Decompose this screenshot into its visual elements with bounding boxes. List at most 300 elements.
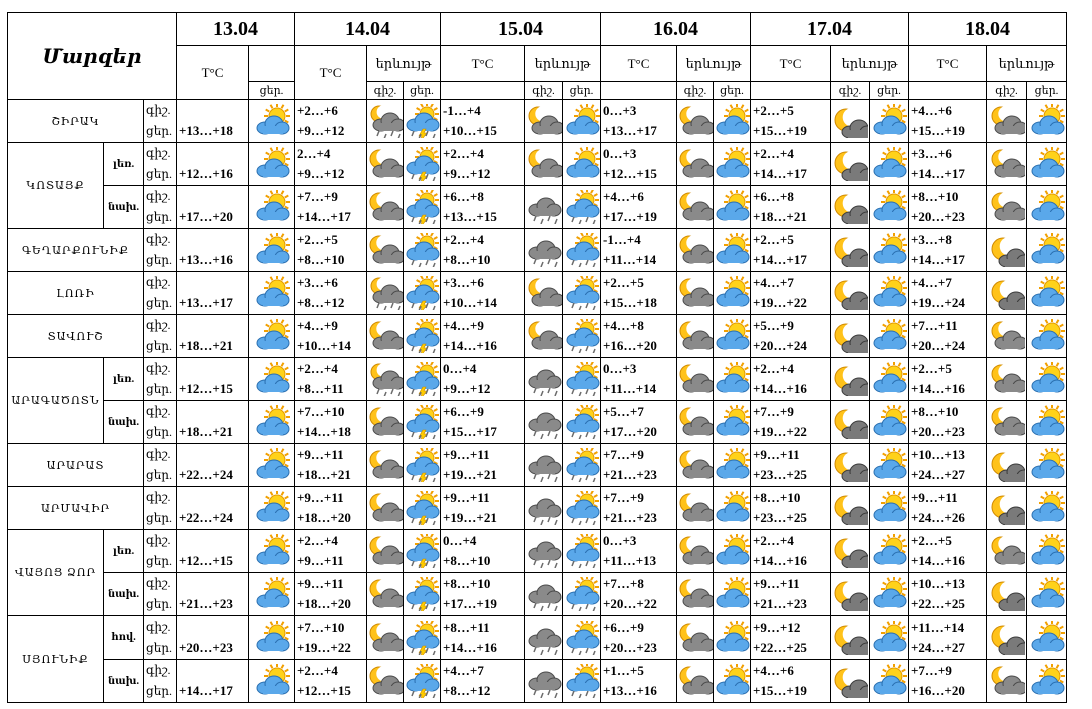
sun-cloud-icon — [871, 147, 907, 181]
day-temp: +9…+12 — [297, 123, 345, 138]
moon-cloud-icon — [677, 104, 713, 138]
day-temp: +14…+18 — [297, 424, 351, 439]
day-temp: +19…+22 — [753, 424, 807, 439]
moon-cloud-icon — [677, 186, 714, 229]
temperature-cell — [601, 616, 677, 660]
sun-cloud-storm-icon — [404, 448, 440, 482]
region-name: ՎԱՅՈՑ ՁՈՐ — [8, 530, 104, 616]
day-temp: +9…+12 — [443, 166, 491, 181]
sun-cloud-icon — [714, 276, 750, 310]
sun-cloud-icon — [254, 664, 290, 698]
sun-cloud-storm-icon — [404, 104, 440, 138]
temperature-cell — [601, 315, 677, 358]
sun-cloud-icon — [1029, 147, 1065, 181]
sun-cloud-icon — [254, 233, 290, 267]
sun-cloud-icon — [714, 487, 751, 530]
day-temp: +8…+11 — [297, 381, 344, 396]
night-temp: +4…+7 — [443, 663, 484, 678]
sun-cloud-icon — [254, 621, 290, 655]
temperature-cell — [441, 660, 525, 703]
sun-cloud-icon — [714, 104, 750, 138]
day-label: ցեր. — [146, 296, 172, 310]
moon-cloud-icon — [677, 405, 713, 439]
night-temp: +3…+8 — [911, 232, 952, 247]
sun-cloud-storm-icon — [404, 487, 441, 530]
night-temp: +2…+6 — [297, 103, 338, 118]
sun-cloud-icon — [714, 448, 750, 482]
sun-cloud-icon — [1027, 100, 1067, 143]
sun-cloud-icon — [871, 621, 907, 655]
sun-cloud-rain-icon — [564, 534, 600, 568]
moon-icon — [831, 444, 870, 487]
night-temp: +8…+10 — [911, 189, 959, 204]
night-temp: +9…+12 — [753, 619, 801, 635]
date-header: 14.04 — [295, 13, 441, 46]
day-temp: +18…+21 — [179, 424, 233, 439]
region-name: ԱՐՄԱՎԻՐ — [8, 487, 144, 530]
night-temp: +6…+9 — [603, 619, 644, 635]
forecast-table-wrap — [7, 12, 1067, 703]
sun-cloud-icon — [870, 616, 909, 660]
day-temp: +12…+15 — [179, 553, 233, 568]
sun-cloud-icon — [254, 276, 290, 310]
night-temp: +2…+4 — [753, 361, 794, 376]
sun-cloud-icon — [254, 362, 290, 396]
sun-cloud-rain-icon — [563, 487, 601, 530]
temperature-cell — [177, 143, 249, 186]
night-temp: -1…+4 — [603, 232, 641, 247]
temperature-cell — [601, 401, 677, 444]
temperature-cell — [177, 660, 249, 703]
sun-cloud-storm-icon — [404, 147, 440, 181]
sun-cloud-icon — [254, 534, 290, 568]
region-name: ՇԻՐԱԿ — [8, 100, 144, 143]
sun-cloud-icon — [871, 664, 907, 698]
temperature-cell — [177, 272, 249, 315]
blank-subheader — [601, 82, 677, 100]
temperature-cell — [909, 358, 987, 401]
night-temp: +9…+11 — [297, 447, 344, 462]
weather-col-header: երևույթ — [677, 46, 751, 82]
night-label: գիշ. — [146, 576, 171, 590]
temperature-cell — [601, 229, 677, 272]
moon-cloud-icon — [677, 233, 713, 267]
moon-icon — [831, 660, 870, 703]
sun-cloud-storm-icon — [404, 276, 440, 310]
temperature-cell — [441, 315, 525, 358]
moon-icon — [987, 487, 1027, 530]
day-temp: +14…+16 — [753, 553, 807, 568]
night-temp — [179, 618, 248, 638]
day-temp: +22…+24 — [179, 467, 233, 482]
temperature-cell — [441, 401, 525, 444]
temperature-cell — [441, 100, 525, 143]
sun-cloud-icon — [1027, 358, 1067, 401]
cloud-rain-icon — [526, 491, 562, 525]
sun-cloud-icon — [1027, 530, 1067, 573]
sun-cloud-storm-icon — [404, 664, 440, 698]
sun-cloud-icon — [871, 362, 907, 396]
moon-cloud-icon — [367, 190, 403, 224]
day-temp: +16…+20 — [911, 683, 965, 698]
day-temp: +22…+25 — [911, 596, 965, 611]
sun-cloud-icon — [870, 272, 909, 315]
temperature-cell — [751, 358, 831, 401]
sun-cloud-icon — [249, 444, 295, 487]
night-temp: +8…+10 — [443, 576, 491, 591]
day-temp: +13…+17 — [179, 295, 233, 310]
moon-icon — [832, 491, 868, 525]
sun-cloud-storm-icon — [404, 319, 440, 353]
day-label: ցեր. — [146, 468, 172, 482]
period-labels — [144, 444, 177, 487]
night-temp: +2…+5 — [911, 533, 952, 548]
sun-cloud-icon — [870, 143, 909, 186]
temperature-cell — [177, 358, 249, 401]
region-name: ՏԱՎՈՒՇ — [8, 315, 144, 358]
sun-cloud-icon — [249, 358, 295, 401]
temperature-cell — [909, 487, 987, 530]
temperature-cell — [177, 444, 249, 487]
temperature-cell — [601, 444, 677, 487]
night-temp: 0…+3 — [603, 361, 637, 376]
temperature-cell — [751, 143, 831, 186]
night-temp: +2…+4 — [443, 232, 484, 247]
sun-cloud-icon — [1029, 233, 1065, 267]
night-temp: +3…+6 — [297, 275, 338, 290]
moon-icon — [831, 229, 870, 272]
sun-cloud-storm-icon — [404, 315, 441, 358]
day-subheader: ցեր. — [870, 82, 909, 100]
cloud-rain-icon — [526, 621, 562, 655]
temperature-cell — [909, 229, 987, 272]
sun-cloud-rain-icon — [563, 401, 601, 444]
moon-cloud-icon — [677, 319, 713, 353]
moon-icon — [832, 664, 868, 698]
moon-cloud-icon — [367, 616, 404, 660]
sun-cloud-storm-icon — [404, 534, 440, 568]
moon-cloud-icon — [367, 534, 403, 568]
sun-cloud-storm-icon — [404, 577, 440, 611]
sun-cloud-icon — [249, 315, 295, 358]
temperature-cell — [441, 444, 525, 487]
moon-cloud-icon — [677, 444, 714, 487]
sun-cloud-storm-icon — [404, 358, 441, 401]
day-temp: +20…+22 — [603, 596, 657, 611]
temperature-cell — [295, 660, 367, 703]
cloud-rain-icon — [525, 616, 563, 660]
night-temp: +8…+11 — [443, 619, 490, 635]
moon-cloud-icon — [677, 534, 713, 568]
region-row — [8, 487, 1067, 530]
night-temp: +4…+8 — [603, 318, 644, 333]
sun-cloud-icon — [1029, 276, 1065, 310]
sun-cloud-icon — [871, 534, 907, 568]
moon-cloud-icon — [677, 573, 714, 616]
sun-cloud-icon — [254, 448, 290, 482]
region-row — [8, 229, 1067, 272]
sun-cloud-icon — [870, 401, 909, 444]
moon-cloud-icon — [367, 233, 403, 267]
sun-cloud-rain-icon — [564, 319, 600, 353]
temperature-cell — [177, 401, 249, 444]
temperature-cell — [751, 616, 831, 660]
blank-subheader — [441, 82, 525, 100]
sun-cloud-rain-icon — [564, 577, 600, 611]
night-temp: +7…+10 — [297, 404, 345, 419]
sun-cloud-icon — [714, 573, 751, 616]
temperature-cell — [177, 573, 249, 616]
moon-icon — [832, 104, 868, 138]
moon-icon — [832, 621, 868, 655]
night-label: գիշ. — [146, 189, 171, 203]
sun-cloud-storm-icon — [404, 143, 441, 186]
night-temp: +9…+11 — [297, 576, 344, 591]
moon-cloud-icon — [677, 530, 714, 573]
sun-cloud-icon — [870, 573, 909, 616]
sun-cloud-icon — [714, 616, 751, 660]
day-temp: +14…+16 — [443, 338, 497, 353]
moon-cloud-icon — [526, 276, 562, 310]
region-row — [8, 573, 1067, 616]
sun-cloud-icon — [1029, 664, 1065, 698]
day-temp: +16…+20 — [603, 338, 657, 353]
moon-cloud-icon — [677, 143, 714, 186]
day-subheader: ցեր. — [1027, 82, 1067, 100]
weather-col-header: երևույթ — [831, 46, 909, 82]
temperature-cell — [601, 573, 677, 616]
sun-cloud-icon — [249, 272, 295, 315]
moon-icon — [831, 401, 870, 444]
sun-cloud-icon — [714, 229, 751, 272]
temperature-cell — [601, 100, 677, 143]
sun-cloud-rain-icon — [564, 491, 600, 525]
night-temp: +9…+11 — [443, 447, 490, 462]
sun-cloud-icon — [249, 616, 295, 660]
temperature-cell — [909, 186, 987, 229]
day-temp: +14…+16 — [753, 381, 807, 396]
sun-cloud-icon — [1029, 448, 1065, 482]
date-header: 16.04 — [601, 13, 751, 46]
moon-cloud-icon — [677, 621, 713, 655]
moon-cloud-icon — [677, 147, 713, 181]
sun-cloud-icon — [714, 100, 751, 143]
region-name: ԳԵՂԱՐՔՈՒՆԻՔ — [8, 229, 144, 272]
day-temp: +13…+17 — [603, 123, 657, 138]
moon-cloud-icon — [367, 448, 403, 482]
day-label: ցեր. — [146, 425, 172, 439]
day-temp: +20…+23 — [911, 424, 965, 439]
region-row — [8, 444, 1067, 487]
night-temp — [179, 402, 248, 422]
night-temp: +7…+11 — [911, 318, 958, 333]
period-labels — [144, 660, 177, 703]
day-temp: +13…+18 — [179, 123, 233, 138]
sun-cloud-icon — [1027, 229, 1067, 272]
night-temp: +9…+11 — [297, 490, 344, 505]
sun-cloud-icon — [563, 143, 601, 186]
temperature-cell — [909, 660, 987, 703]
sun-cloud-icon — [1027, 143, 1067, 186]
temperature-cell — [177, 315, 249, 358]
sun-cloud-storm-icon — [404, 186, 441, 229]
night-temp: +7…+10 — [297, 619, 345, 635]
night-subheader: գիշ. — [987, 82, 1027, 100]
moon-icon — [989, 276, 1025, 310]
day-temp: +10…+14 — [297, 338, 351, 353]
night-subheader: գիշ. — [525, 82, 563, 100]
moon-cloud-icon — [367, 143, 404, 186]
sun-cloud-storm-icon — [404, 660, 441, 703]
moon-cloud-rain-icon — [367, 104, 403, 138]
date-header: 18.04 — [909, 13, 1067, 46]
temperature-cell — [751, 487, 831, 530]
night-subheader: գիշ. — [677, 82, 714, 100]
day-temp: +8…+12 — [297, 295, 345, 310]
cloud-rain-icon — [526, 534, 562, 568]
sun-cloud-icon — [714, 362, 750, 396]
cloud-rain-icon — [525, 358, 563, 401]
region-name: ԱՐԱՐԱՏ — [8, 444, 144, 487]
sun-cloud-rain-icon — [564, 621, 600, 655]
sun-cloud-rain-icon — [564, 233, 600, 267]
moon-icon — [831, 358, 870, 401]
temp-col-header: T°C — [295, 46, 367, 100]
region-name: ԼՈՌԻ — [8, 272, 144, 315]
day-temp: +10…+15 — [443, 123, 497, 138]
day-temp: +9…+11 — [297, 553, 344, 568]
sun-cloud-icon — [714, 186, 751, 229]
temperature-cell — [295, 358, 367, 401]
temperature-cell — [751, 444, 831, 487]
moon-icon — [987, 573, 1027, 616]
sun-cloud-icon — [1027, 487, 1067, 530]
moon-cloud-icon — [367, 487, 404, 530]
moon-cloud-rain-icon — [367, 272, 404, 315]
moon-cloud-icon — [987, 100, 1027, 143]
day-temp: +15…+18 — [603, 295, 657, 310]
day-temp: +20…+23 — [603, 639, 657, 655]
sun-cloud-icon — [870, 315, 909, 358]
day-temp: +12…+16 — [179, 166, 233, 181]
night-label: գիշ. — [146, 490, 171, 504]
period-labels — [144, 315, 177, 358]
moon-cloud-icon — [367, 147, 403, 181]
night-temp — [179, 488, 248, 508]
moon-cloud-icon — [989, 664, 1025, 698]
night-temp: +4…+7 — [911, 275, 952, 290]
moon-cloud-icon — [677, 448, 713, 482]
sun-cloud-icon — [871, 190, 907, 224]
day-temp: +17…+19 — [443, 596, 497, 611]
night-temp: +2…+5 — [603, 275, 644, 290]
temperature-cell — [177, 229, 249, 272]
sun-cloud-storm-icon — [404, 272, 441, 315]
subregion-label: նախ. — [104, 401, 144, 444]
sun-cloud-storm-icon — [404, 405, 440, 439]
period-labels — [144, 358, 177, 401]
temperature-cell — [295, 444, 367, 487]
temperature-cell — [601, 660, 677, 703]
sun-cloud-rain-icon — [563, 660, 601, 703]
moon-icon — [989, 491, 1025, 525]
period-labels — [144, 100, 177, 143]
moon-cloud-icon — [989, 362, 1025, 396]
day-temp: +24…+27 — [911, 639, 965, 655]
day-subheader: ցեր. — [404, 82, 441, 100]
sun-cloud-icon — [714, 405, 750, 439]
day-temp: +18…+21 — [179, 338, 233, 353]
day-temp: +22…+24 — [179, 510, 233, 525]
sun-cloud-icon — [871, 233, 907, 267]
sun-cloud-icon — [714, 315, 751, 358]
moon-cloud-icon — [367, 401, 404, 444]
moon-icon — [989, 621, 1025, 655]
temp-col-header: T°C — [177, 46, 249, 100]
day-temp: +8…+10 — [443, 553, 491, 568]
sun-cloud-storm-icon — [404, 621, 440, 655]
temp-col-header: T°C — [751, 46, 831, 82]
day-temp: +13…+16 — [179, 252, 233, 267]
sun-cloud-icon — [249, 229, 295, 272]
moon-cloud-icon — [677, 100, 714, 143]
day-temp: +10…+14 — [443, 295, 497, 310]
forecast-body — [8, 100, 1067, 703]
day-temp: +21…+23 — [603, 510, 657, 525]
sun-cloud-icon — [564, 147, 600, 181]
day-temp: +24…+26 — [911, 510, 965, 525]
moon-cloud-icon — [677, 272, 714, 315]
sun-cloud-icon — [1029, 362, 1065, 396]
night-temp: +8…+10 — [753, 490, 801, 505]
sun-cloud-icon — [254, 104, 290, 138]
sun-cloud-rain-icon — [564, 448, 600, 482]
regions-title: Մարզեր — [8, 13, 177, 100]
night-temp: 0…+3 — [603, 103, 637, 118]
night-temp: +2…+4 — [443, 146, 484, 161]
sun-cloud-rain-icon — [564, 664, 600, 698]
region-row — [8, 660, 1067, 703]
sun-cloud-storm-icon — [404, 444, 441, 487]
period-labels — [144, 530, 177, 573]
day-temp: +14…+17 — [179, 683, 233, 698]
temperature-cell — [441, 272, 525, 315]
sun-cloud-icon — [714, 491, 750, 525]
night-temp: +4…+9 — [443, 318, 484, 333]
temperature-cell — [601, 530, 677, 573]
sun-cloud-icon — [870, 530, 909, 573]
moon-icon — [831, 616, 870, 660]
sun-cloud-icon — [249, 186, 295, 229]
night-temp — [179, 230, 248, 250]
night-label: գիշ. — [146, 275, 171, 289]
night-temp: +2…+5 — [753, 232, 794, 247]
sun-cloud-icon — [714, 660, 751, 703]
night-temp: +1…+5 — [603, 663, 644, 678]
cloud-rain-icon — [525, 186, 563, 229]
sun-cloud-icon — [871, 577, 907, 611]
moon-icon — [832, 362, 868, 396]
night-temp — [179, 101, 248, 121]
sun-cloud-rain-icon — [563, 616, 601, 660]
cloud-rain-icon — [525, 660, 563, 703]
sun-cloud-icon — [870, 487, 909, 530]
period-labels — [144, 272, 177, 315]
sun-cloud-icon — [714, 190, 750, 224]
sun-cloud-icon — [871, 491, 907, 525]
sun-cloud-icon — [563, 100, 601, 143]
subregion-label: լեռ. — [104, 143, 144, 186]
